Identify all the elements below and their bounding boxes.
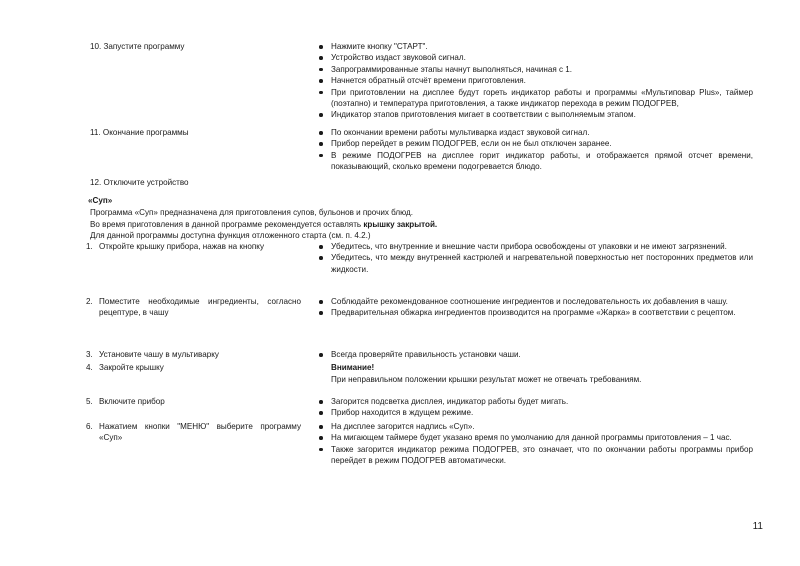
page-number: 11 <box>752 521 763 532</box>
list-item: Соблюдайте рекомендованное соотношение ингредиентов и последовательность их добавления в чашу. <box>318 296 753 307</box>
list-item: Нажмите кнопку "СТАРТ". <box>318 41 753 52</box>
soup-step-1-label <box>86 241 301 252</box>
list-item: На дисплее загорится надпись «Суп». <box>318 421 753 432</box>
step-11-label: 11. Окончание программы <box>90 128 189 137</box>
list-item: По окончании времени работы мультиварка издаст звуковой сигнал. <box>318 127 753 138</box>
intro-line-2-text: Во время приготовления в данной программе рекомендуется оставлять <box>90 220 364 229</box>
list-item: При приготовлении на дисплее будут гореть индикатор работы и программы «Мультиповар Plus», таймер (поэтапно) и температура приготовления, а также индикатор перехода в режим ПОДОГРЕВ, <box>318 87 753 110</box>
soup-step-2-bullets <box>318 296 753 319</box>
list-item: Убедитесь, что внутренние и внешние части прибора освобождены от упаковки и не имеют загрязнений. <box>318 241 753 252</box>
list-item: Убедитесь, что между внутренней кастрюлей и нагревательной поверхностью нет посторонних предметов или жидкости. <box>318 252 753 275</box>
soup-step-4-label <box>86 362 301 373</box>
list-item: Устройство издаст звуковой сигнал. <box>318 52 753 63</box>
soup-step-5-bullets <box>318 396 753 419</box>
section-title: «Суп» <box>88 196 113 205</box>
step-12-label: 12. Отключите устройство <box>90 178 189 187</box>
list-item: В режиме ПОДОГРЕВ на дисплее горит индикатор работы, и отображается прямой отсчет времени, показывающий, сколько времени подогревается блюдо. <box>318 150 753 173</box>
list-item: Загорится подсветка дисплея, индикатор работы будет мигать. <box>318 396 753 407</box>
step-number: 2. <box>86 297 93 306</box>
step-10-label: 10. Запустите программу <box>90 42 185 51</box>
step-number: 4. <box>86 363 93 372</box>
warning-text: При неправильном положении крышки результат может не отвечать требованиям. <box>331 375 642 384</box>
soup-step-3-label <box>86 349 301 360</box>
step-11-bullets <box>318 127 753 173</box>
list-item: Запрограммированные этапы начнут выполняться, начиная с 1. <box>318 64 753 75</box>
soup-step-2-label <box>86 296 301 319</box>
step-number: 3. <box>86 350 93 359</box>
step-number: 1. <box>86 242 93 251</box>
step-number: 5. <box>86 397 93 406</box>
soup-step-6-label <box>86 421 301 444</box>
intro-line-2-bold: крышку закрытой. <box>363 220 438 229</box>
intro-line-1: Программа «Суп» предназначена для приготовления супов, бульонов и прочих блюд. <box>90 208 414 217</box>
step-text: Включите прибор <box>99 397 165 406</box>
list-item: Индикатор этапов приготовления мигает в соответствии с выполняемым этапом. <box>318 109 753 120</box>
list-item: Прибор находится в ждущем режиме. <box>318 407 753 418</box>
step-number: 6. <box>86 422 93 431</box>
soup-step-1-bullets <box>318 241 753 275</box>
step-text: Нажатием кнопки "МЕНЮ" выберите программу «Суп» <box>99 422 301 443</box>
intro-line-3: Для данной программы доступна функция отложенного старта (см. п. 4.2.) <box>90 231 371 240</box>
soup-step-3-bullets <box>318 349 753 360</box>
list-item: Предварительная обжарка ингредиентов производится на программе «Жарка» в соответствии с рецептом. <box>318 307 753 318</box>
list-item: Прибор перейдет в режим ПОДОГРЕВ, если он не был отключен заранее. <box>318 138 753 149</box>
warning-title: Внимание! <box>331 363 375 372</box>
list-item: Начнется обратный отсчёт времени приготовления. <box>318 75 753 86</box>
step-text: Закройте крышку <box>99 363 164 372</box>
intro-line-2 <box>90 219 770 230</box>
list-item: Также загорится индикатор режима ПОДОГРЕВ, это означает, что по окончании работы программы прибор перейдет в режим ПОДОГРЕВ автоматически. <box>318 444 753 467</box>
soup-step-5-label <box>86 396 301 407</box>
step-text: Установите чашу в мультиварку <box>99 350 219 359</box>
step-text: Откройте крышку прибора, нажав на кнопку <box>99 242 264 251</box>
list-item: Всегда проверяйте правильность установки чаши. <box>318 349 753 360</box>
step-10-bullets <box>318 41 753 121</box>
step-text: Поместите необходимые ингредиенты, согласно рецептуре, в чашу <box>99 297 301 318</box>
list-item: На мигающем таймере будет указано время по умолчанию для данной программы приготовления – 1 час. <box>318 432 753 443</box>
soup-step-6-bullets <box>318 421 753 467</box>
